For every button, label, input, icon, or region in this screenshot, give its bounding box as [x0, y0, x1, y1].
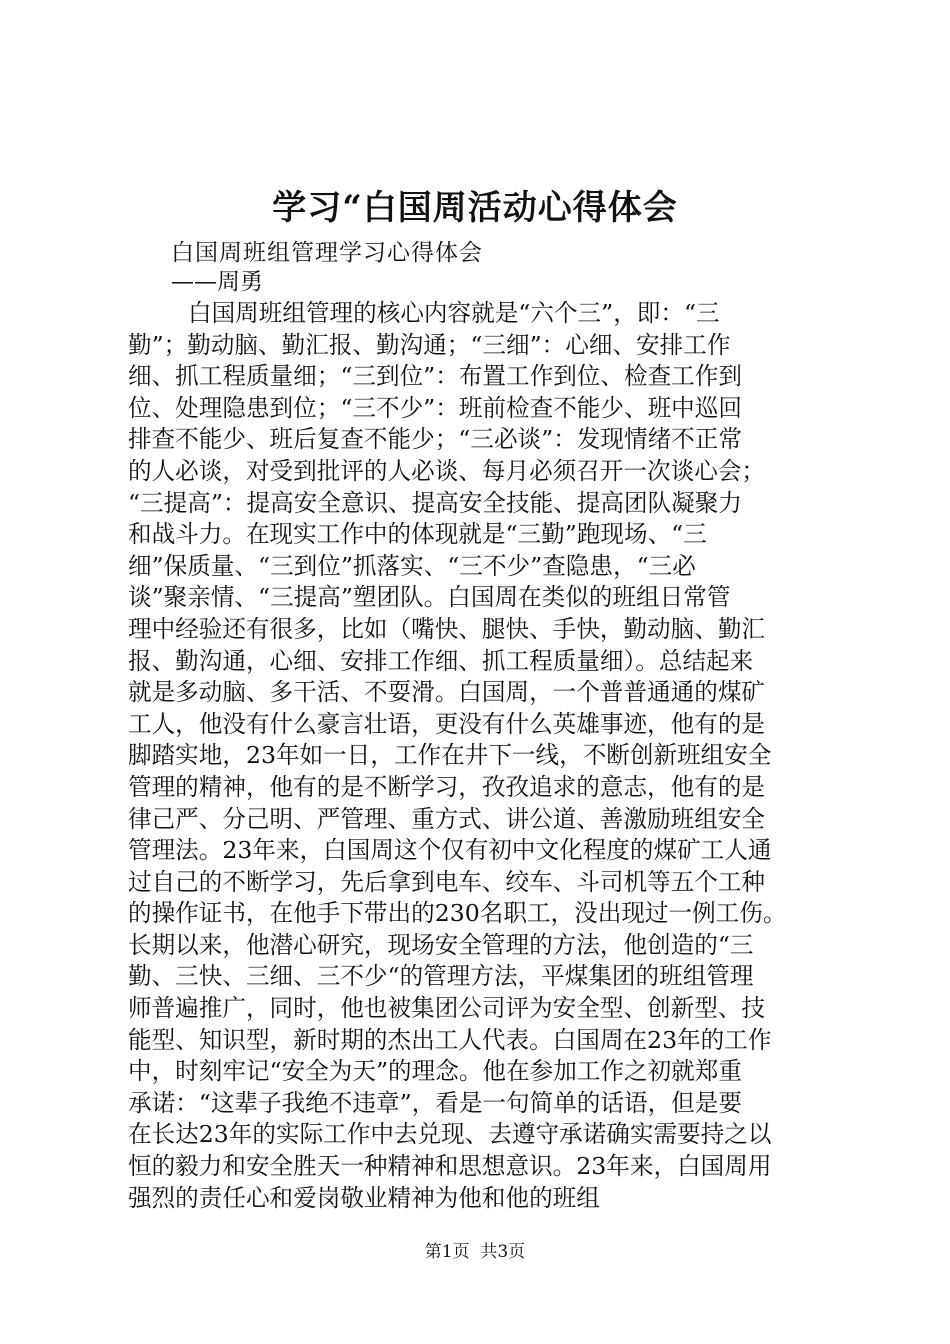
body-line: 勤”；勤动脑、勤汇报、勤沟通；“三细”：心细、安排工作: [128, 330, 731, 359]
body-line: 能型、知识型，新时期的杰出工人代表。白国周在23年的工作: [128, 1025, 772, 1054]
body-line: 师普遍推广，同时，他也被集团公司评为安全型、创新型、技: [128, 994, 766, 1023]
body-line: 长期以来，他潜心研究，现场安全管理的方法，他创造的“三: [128, 930, 754, 959]
document-author: ——周勇: [171, 269, 263, 295]
body-line: 中，时刻牢记“安全为天”的理念。他在参加工作之初就郑重: [128, 1057, 742, 1086]
body-line: 就是多动脑、多干活、不耍滑。白国周，一个普普通通的煤矿: [128, 678, 766, 707]
body-line: 在长达23年的实际工作中去兑现、去遵守承诺确实需要持之以: [128, 1120, 772, 1149]
body-line: 律己严、分己明、严管理、重方式、讲公道、善激励班组安全: [128, 804, 766, 833]
body-line: 过自己的不断学习，先后拿到电车、绞车、斗司机等五个工种: [128, 867, 766, 896]
body-line: “三提高”：提高安全意识、提高安全技能、提高团队凝聚力: [128, 488, 742, 517]
body-line: 理中经验还有很多，比如（嘴快、腿快、手快，勤动脑、勤汇: [128, 614, 766, 643]
body-line: 报、勤沟通，心细、安排工作细、抓工程质量细）。总结起来: [128, 646, 754, 675]
body-line: 恒的毅力和安全胜天一种精神和思想意识。23年来，白国周用: [128, 1152, 772, 1181]
body-line: 和战斗力。在现实工作中的体现就是“三勤”跑现场、“三: [128, 520, 707, 549]
body-line: 白国周班组管理的核心内容就是“六个三”，即：“三: [188, 299, 720, 327]
body-line: 细”保质量、“三到位”抓落实、“三不少”查隐患，“三必: [128, 551, 696, 580]
body-line: 排查不能少、班后复查不能少；“三必谈”：发现情绪不正常: [128, 425, 742, 454]
page-footer: 第1页 共3页: [424, 1242, 526, 1262]
document-subtitle: 白国周班组管理学习心得体会: [171, 240, 483, 266]
body-line: 细、抓工程质量细；“三到位”：布置工作到位、检查工作到: [128, 362, 742, 391]
body-line: 的操作证书，在他手下带出的230名职工，没出现过一例工伤。: [128, 899, 787, 928]
body-line: 谈”聚亲情、“三提高”塑团队。白国周在类似的班组日常管: [128, 583, 731, 612]
document-title: 学习“白国周活动心得体会: [272, 188, 678, 228]
document-body: [128, 298, 848, 1214]
body-line: 脚踏实地，23年如一日，工作在井下一线，不断创新班组安全: [128, 741, 772, 770]
body-line: 勤、三快、三细、三不少“的管理方法，平煤集团的班组管理: [128, 962, 754, 991]
body-line: 的人必谈，对受到批评的人必谈、每月必须召开一次谈心会；: [128, 456, 766, 485]
body-line: 强烈的责任心和爱岗敬业精神为他和他的班组: [128, 1183, 600, 1212]
body-line: 管理的精神，他有的是不断学习，孜孜追求的意志，他有的是: [128, 772, 766, 801]
body-line: 位、处理隐患到位；“三不少”：班前检查不能少、班中巡回: [128, 393, 742, 422]
body-line: 工人，他没有什么豪言壮语，更没有什么英雄事迹，他有的是: [128, 709, 766, 738]
body-line: 管理法。23年来，白国周这个仅有初中文化程度的煤矿工人通: [128, 836, 772, 865]
body-line: 承诺：“这辈子我绝不违章”，看是一句简单的话语，但是要: [128, 1088, 742, 1117]
